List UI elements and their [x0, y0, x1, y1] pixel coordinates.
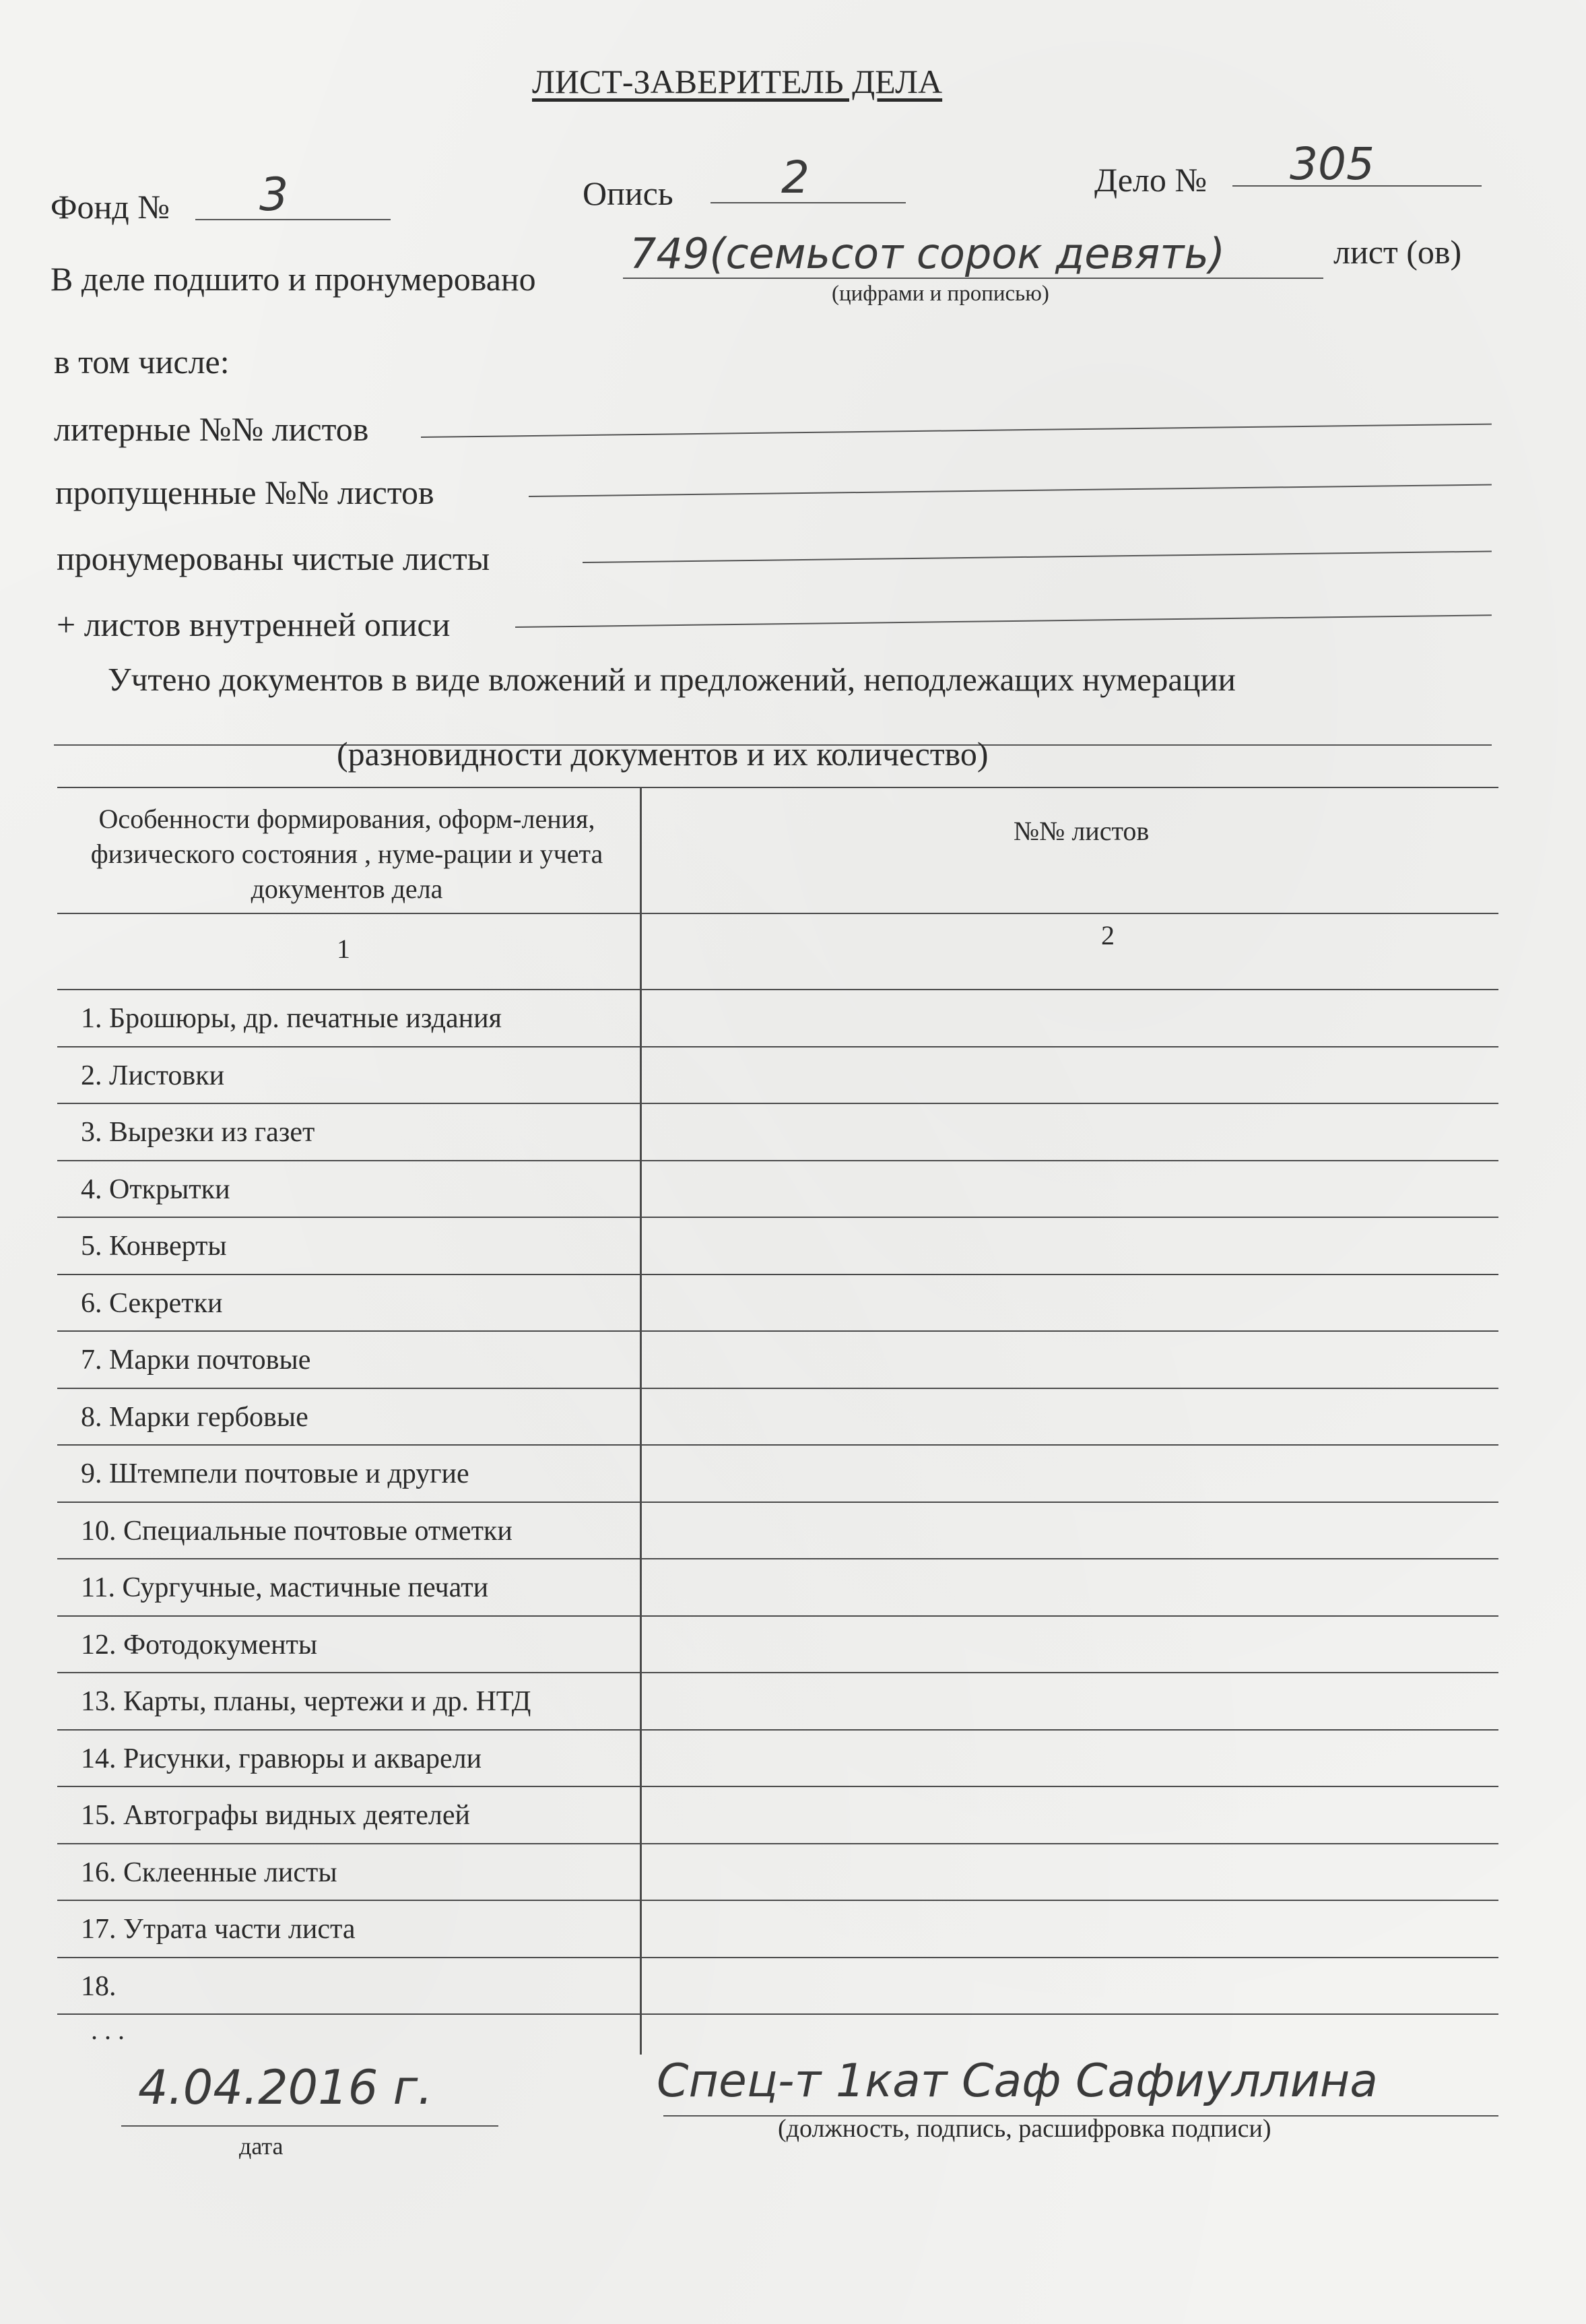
fond-value: 3: [259, 168, 289, 222]
table-row-divider: [57, 1672, 1498, 1673]
podshito-label: В деле подшито и пронумеровано: [51, 260, 536, 298]
fond-label: Фонд №: [51, 188, 170, 226]
document-types-caption: (разновидности документов и их количество): [337, 735, 989, 773]
table-row-label: 18.: [81, 1970, 117, 2002]
table-row-divider: [57, 1103, 1498, 1104]
signature-value: Спец-т 1кат Саф Сафиуллина: [657, 2055, 1378, 2108]
date-underline: [121, 2125, 498, 2127]
table-row-label: 1. Брошюры, др. печатные издания: [81, 1003, 502, 1034]
table-row-label: 3. Вырезки из газет: [81, 1117, 315, 1148]
table-column-divider: [640, 787, 642, 2055]
table-row-label: 17. Утрата части листа: [81, 1914, 356, 1945]
delo-label: Дело №: [1094, 161, 1208, 199]
table-row-label: 9. Штемпели почтовые и другие: [81, 1458, 469, 1489]
table-row-label: 14. Рисунки, гравюры и акварели: [81, 1743, 482, 1774]
table-ellipsis: . . .: [91, 2015, 125, 2045]
skipped-sheets-line: [529, 484, 1492, 497]
document-title: ЛИСТ-ЗАВЕРИТЕЛЬ ДЕЛА: [532, 63, 943, 100]
table-row-divider: [57, 1729, 1498, 1731]
table-row-divider: [57, 1843, 1498, 1844]
table-row-label: 10. Специальные почтовые отметки: [81, 1515, 513, 1547]
table-row-label: 4. Открытки: [81, 1173, 230, 1205]
table-row-divider: [57, 1330, 1498, 1332]
delo-value: 305: [1290, 138, 1375, 190]
podshito-value: 749(семьсот сорок девять): [630, 229, 1226, 278]
table-numbers-divider: [57, 989, 1498, 990]
table-row-label: 5. Конверты: [81, 1231, 227, 1262]
table-row-divider: [57, 1786, 1498, 1787]
accounted-documents-heading: Учтено документов в виде вложений и предложений, неподлежащих нумерации: [108, 661, 1236, 698]
date-label: дата: [239, 2133, 284, 2160]
literal-sheets-label: литерные №№ листов: [54, 410, 369, 448]
table-header-divider: [57, 913, 1498, 914]
opis-label: Опись: [583, 174, 673, 212]
literal-sheets-line: [421, 424, 1492, 438]
table-row-label: 8. Марки гербовые: [81, 1401, 308, 1433]
table-row-divider: [57, 2013, 1498, 2015]
table-column-number-2: 2: [1101, 920, 1115, 950]
table-row-label: 12. Фотодокументы: [81, 1629, 318, 1660]
table-row-label: 13. Карты, планы, чертежи и др. НТД: [81, 1686, 531, 1717]
table-row-divider: [57, 1217, 1498, 1218]
skipped-sheets-label: пропущенные №№ листов: [55, 474, 434, 511]
table-row-divider: [57, 1274, 1498, 1275]
blank-sheets-line: [583, 551, 1492, 563]
table-row-label: 7. Марки почтовые: [81, 1345, 311, 1376]
table-row-label: 15. Автографы видных деятелей: [81, 1800, 470, 1831]
table-row-divider: [57, 1046, 1498, 1047]
podshito-suffix: лист (ов): [1333, 233, 1462, 271]
table-row-divider: [57, 1900, 1498, 1901]
blank-sheets-label: пронумерованы чистые листы: [57, 540, 490, 577]
table-row-divider: [57, 1160, 1498, 1161]
podshito-hint: (цифрами и прописью): [832, 282, 1049, 306]
table-row-label: 6. Секретки: [81, 1287, 223, 1319]
table-row-label: 11. Сургучные, мастичные печати: [81, 1572, 489, 1603]
table-column-number-1: 1: [337, 934, 350, 964]
table-row-divider: [57, 1502, 1498, 1503]
internal-inventory-line: [515, 614, 1492, 628]
table-row-divider: [57, 1957, 1498, 1958]
table-row-divider: [57, 1615, 1498, 1617]
date-value: 4.04.2016 г.: [138, 2060, 433, 2115]
fond-underline: [195, 219, 391, 220]
table-header-sheet-numbers: №№ листов: [1014, 816, 1150, 846]
table-row-divider: [57, 1388, 1498, 1389]
table-row-label: 2. Листовки: [81, 1060, 225, 1091]
table-row-label: 16. Склеенные листы: [81, 1857, 337, 1888]
v-tom-chisle-label: в том числе:: [54, 343, 230, 381]
table-header-features: Особенности формирования, оформ-ления, физического состояния , нуме-рации и учета документов дела: [90, 804, 603, 904]
opis-value: 2: [781, 152, 809, 203]
table-border-top: [57, 787, 1498, 788]
signature-label: (должность, подпись, расшифровка подписи): [778, 2115, 1271, 2143]
table-row-divider: [57, 1558, 1498, 1559]
internal-inventory-label: + листов внутренней описи: [57, 606, 451, 643]
table-row-divider: [57, 1444, 1498, 1446]
